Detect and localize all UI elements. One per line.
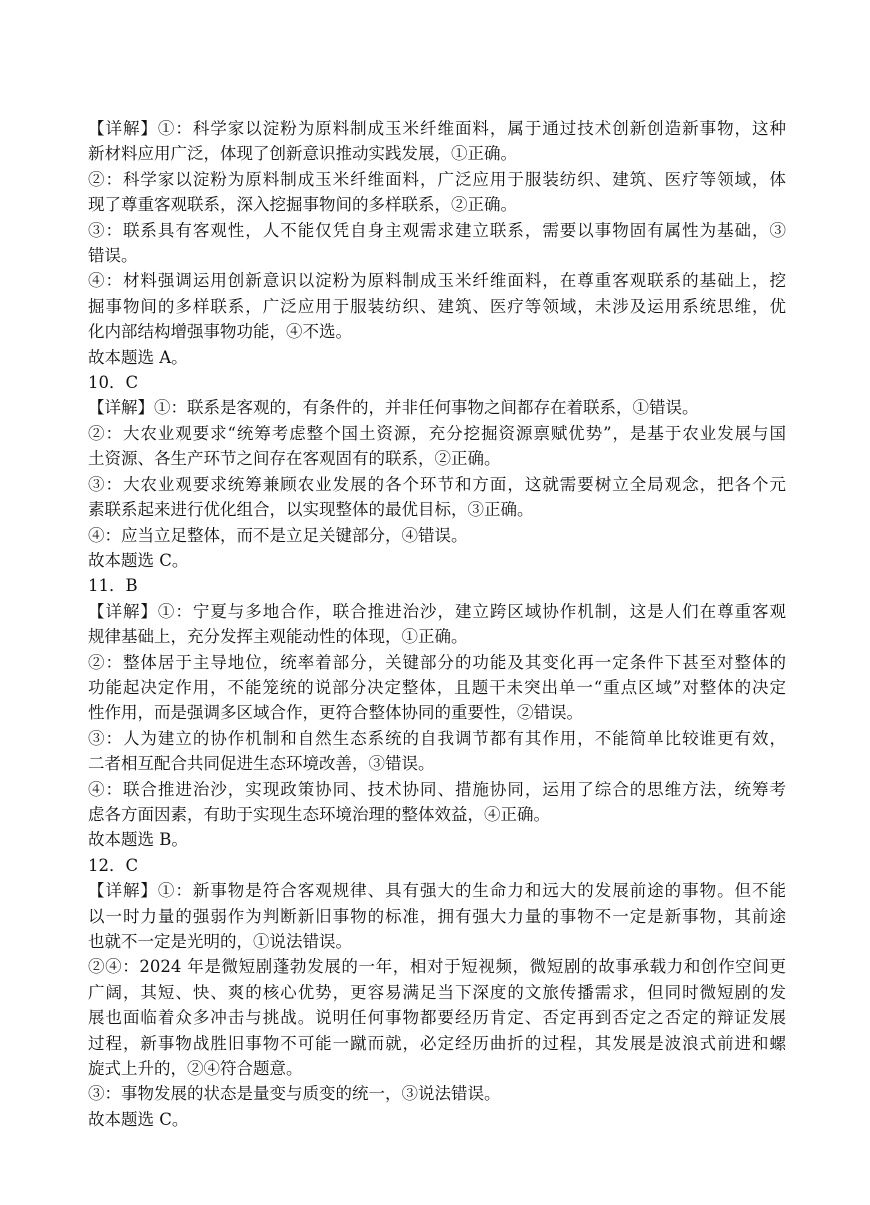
text-line: 【详解】①：宁夏与多地合作，联合推进治沙，建立跨区域协作机制，这是人们在尊重客观 [88,601,786,621]
text-line: 也就不一定是光明的，①说法错误。 [88,932,352,951]
text-line: 以一时力量的强弱作为判断新旧事物的标准，拥有强大力量的事物不一定是新事物，其前途 [88,906,786,926]
text-line: 【详解】①：联系是客观的，有条件的，并非任何事物之间都存在着联系，①错误。 [88,398,699,418]
text-line: ④：材料强调运用创新意识以淀粉为原料制成玉米纤维面料，在尊重客观联系的基础上，挖 [88,271,786,291]
text-line: 二者相互配合共同促进生态环境改善，③错误。 [88,754,435,774]
text-line: ④：联合推进治沙，实现政策协同、技术协同、措施协同，运用了综合的思维方法，统筹考 [88,779,786,799]
text-line: 展也面临着众多冲击与挑战。说明任何事物都要经历肯定、否定再到否定之否定的辩证发展 [88,1008,786,1028]
answer-conclusion: 故本题选 C。 [88,1109,189,1129]
text-line: 功能起决定作用，不能笼统的说部分决定整体，且题干未突出单一“重点区域”对整体的决定 [88,677,786,697]
text-line: ②④：2024 年是微短剧蓬勃发展的一年，相对于短视频，微短剧的故事承载力和创作空间更 [88,957,786,977]
text-line: 现了尊重客观联系，深入挖掘事物间的多样联系，②正确。 [88,195,517,215]
text-line: 【详解】①：科学家以淀粉为原料制成玉米纤维面料，属于通过技术创新创造新事物，这种 [88,119,786,138]
text-line: 过程，新事物战胜旧事物不可能一蹴而就，必定经历曲折的过程，其发展是波浪式前进和螺 [88,1033,786,1053]
answer-conclusion: 故本题选 C。 [88,550,189,570]
answer-explanation-page [88,116,786,1132]
text-line: 旋式上升的，②④符合题意。 [88,1059,303,1079]
question-number-answer: 12．C [88,855,139,875]
text-line: 规律基础上，充分发挥主观能动性的体现，①正确。 [88,627,468,647]
text-line: 掘事物间的多样联系，广泛应用于服装纺织、建筑、医疗等领域，未涉及运用系统思维，优 [88,296,786,316]
text-line: ③：人为建立的协作机制和自然生态系统的自我调节都有其作用，不能简单比较谁更有效， [88,728,786,748]
answer-conclusion: 故本题选 B。 [88,830,188,850]
text-line: 素联系起来进行优化组合，以实现整体的最优目标，③正确。 [88,500,534,520]
text-line: 错误。 [88,246,138,266]
text-line: ③：联系具有客观性，人不能仅凭自身主观需求建立联系，需要以事物固有属性为基础，③ [88,220,786,240]
text-line: 新材料应用广泛，体现了创新意识推动实践发展，①正确。 [88,144,517,164]
question-number-answer: 11．B [88,576,138,596]
text-line: ②：科学家以淀粉为原料制成玉米纤维面料，广泛应用于服装纺织、建筑、医疗等领域，体 [88,169,786,189]
text-line: 广阔，其短、快、爽的核心优势，更容易满足当下深度的文旅传播需求，但同时微短剧的发 [88,982,786,1002]
text-line: ②：整体居于主导地位，统率着部分，关键部分的功能及其变化再一定条件下甚至对整体的 [88,652,786,672]
text-line: ②：大农业观要求“统筹考虑整个国土资源，充分挖掘资源禀赋优势”，是基于农业发展与国 [88,423,786,443]
text-line: ③：大农业观要求统筹兼顾农业发展的各个环节和方面，这就需要树立全局观念，把各个元 [88,474,786,494]
text-line: ③：事物发展的状态是量变与质变的统一，③说法错误。 [88,1084,501,1104]
question-number-answer: 10．C [88,373,139,393]
text-line: 土资源、各生产环节之间存在客观固有的联系，②正确。 [88,449,501,469]
text-line: 【详解】①：新事物是符合客观规律、具有强大的生命力和远大的发展前途的事物。但不能 [88,881,786,901]
answer-conclusion: 故本题选 A。 [88,347,188,367]
text-line: 虑各方面因素，有助于实现生态环境治理的整体效益，④正确。 [88,804,550,824]
text-line: ④：应当立足整体，而不是立足关键部分，④错误。 [88,525,468,545]
text-line: 性作用，而是强调多区域合作，更符合整体协同的重要性，②错误。 [88,703,583,723]
text-line: 化内部结构增强事物功能，④不选。 [88,322,352,342]
